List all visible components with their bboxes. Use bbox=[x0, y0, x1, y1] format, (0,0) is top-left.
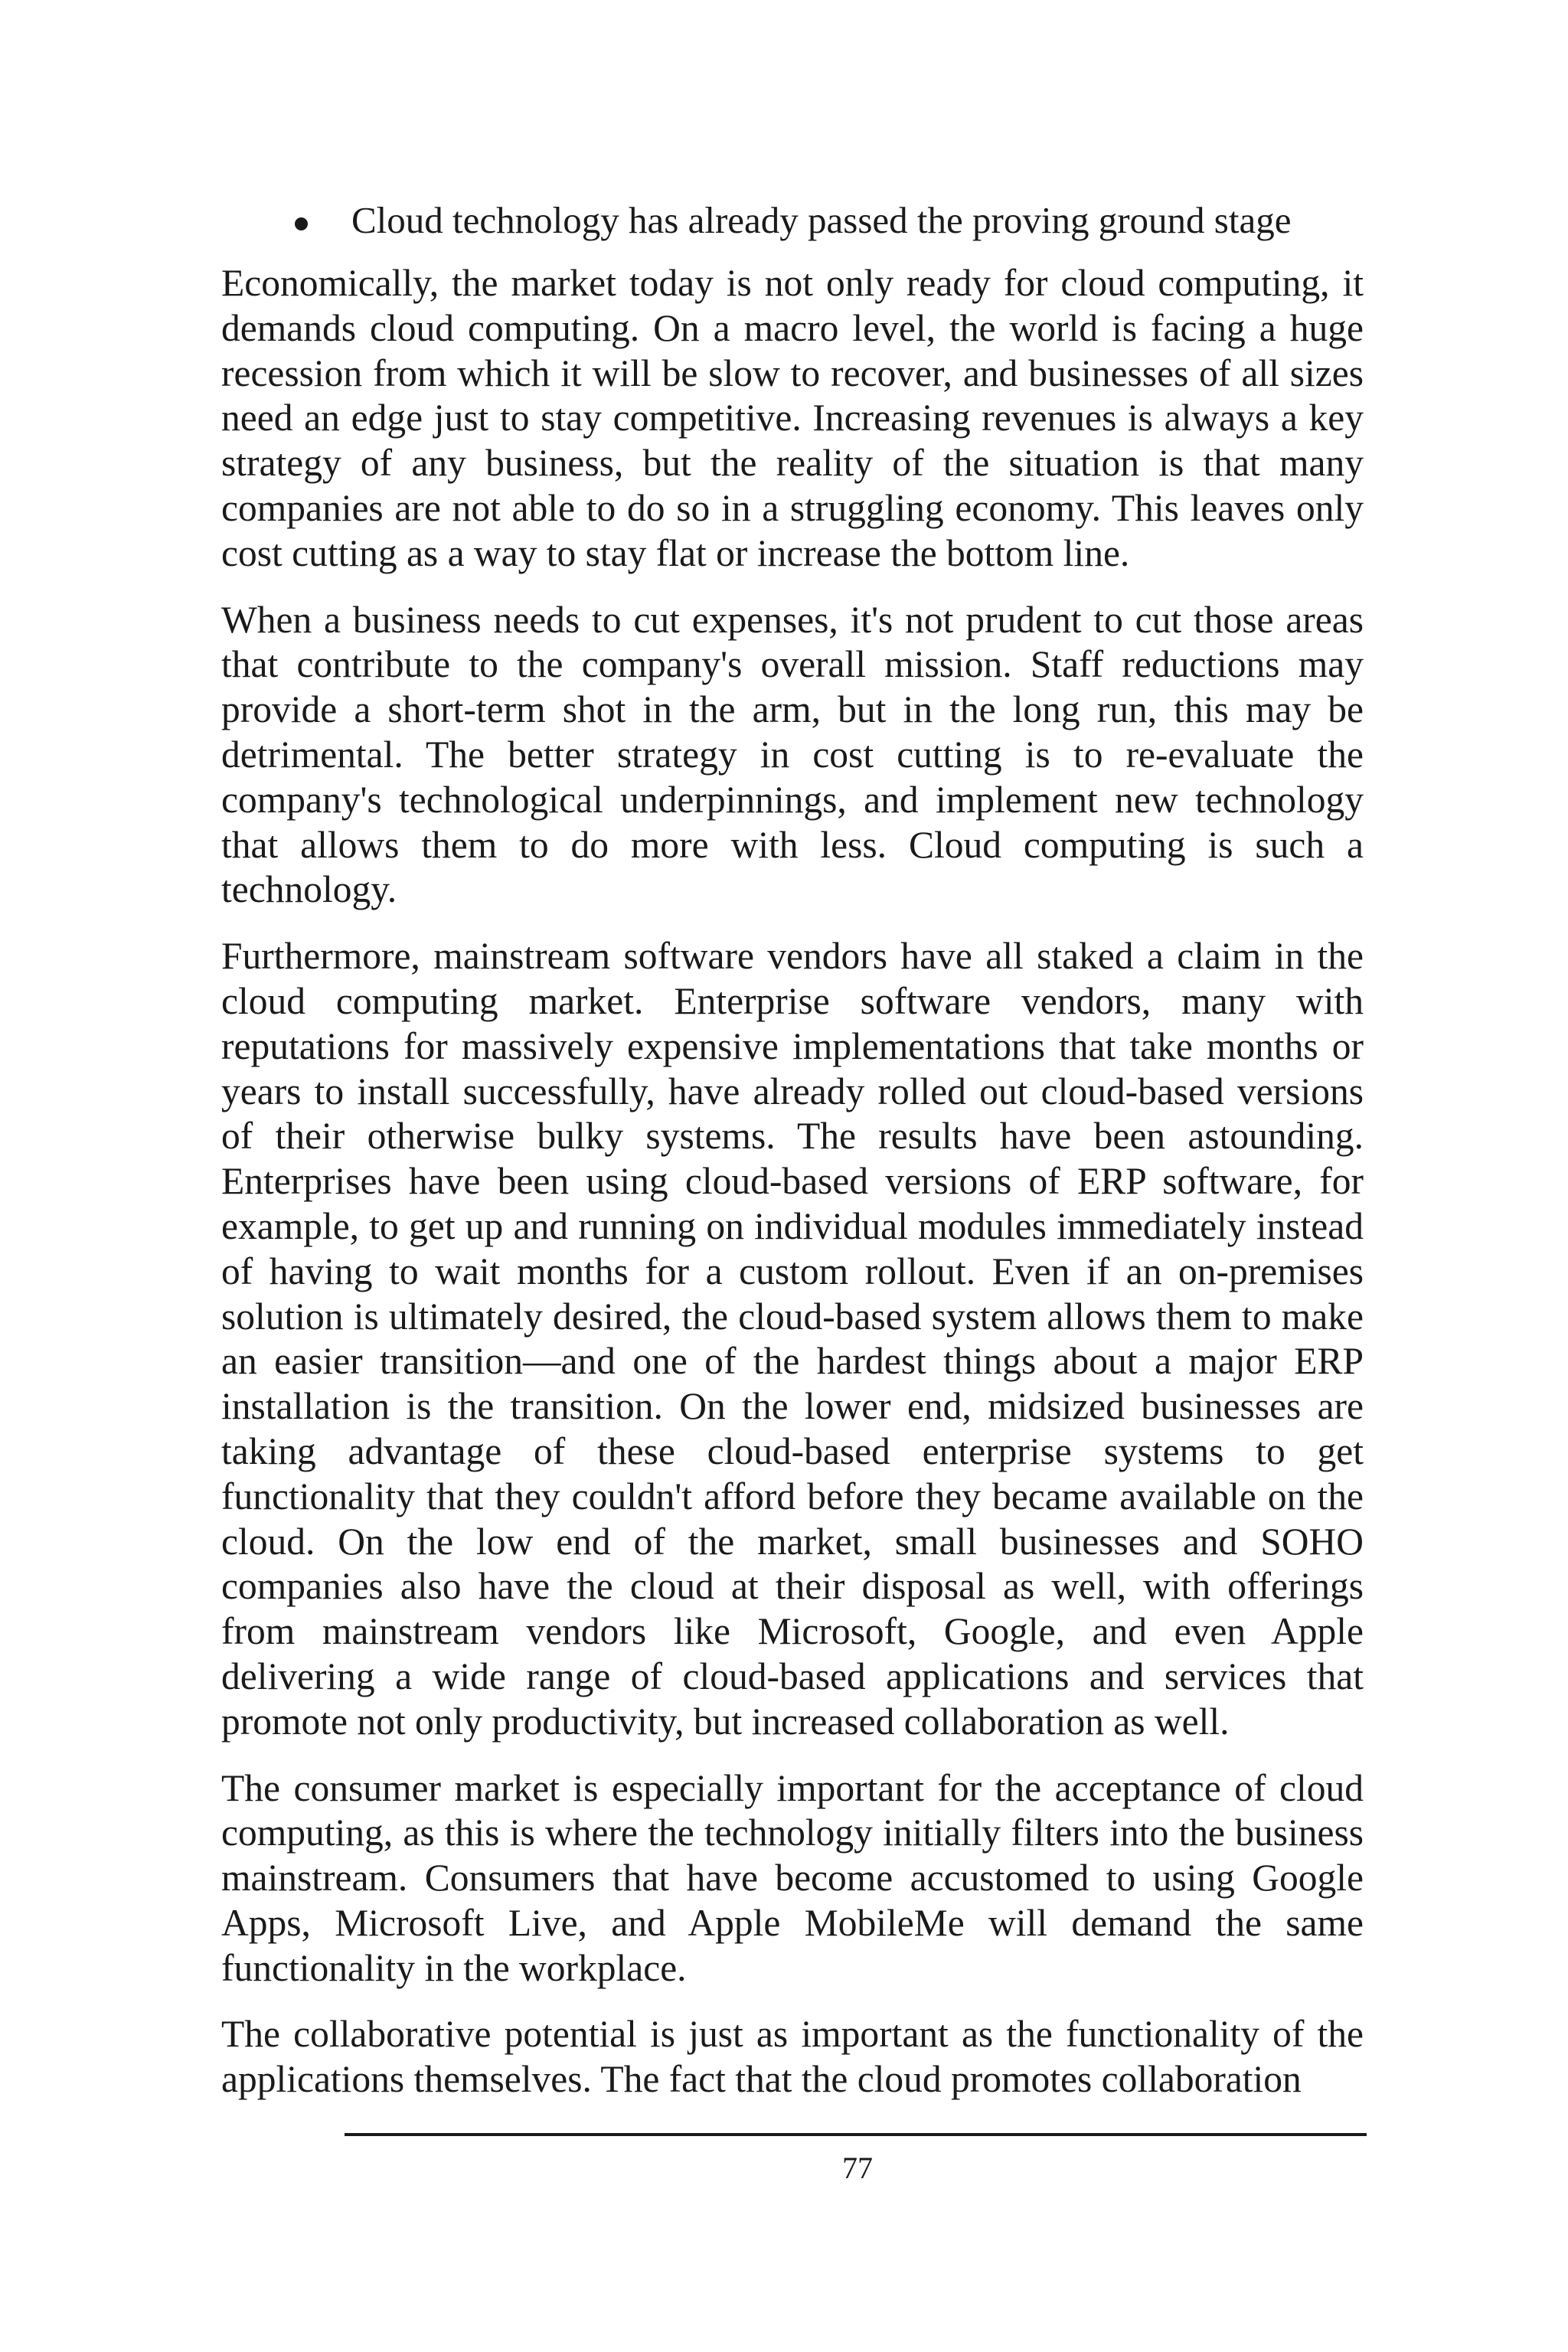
paragraph-vendors: Furthermore, mainstream software vendors have all staked a claim in the cloud computing market. Enterprise software vendors, many with reputations for massively expensive implementations that take months or years to install successfully, have already rolled out cloud-based versions of their otherwise bulky systems. The results have been astounding. Enterprises have been using cloud-based versions of ERP software, for example, to get up and running on individual modules immediately instead of having to wait months for a custom rollout. Even if an on-premises solution is ultimately desired, the cloud-based system allows them to make an easier transition—and one of the hardest things about a major ERP installation is the transition. On the lower end, midsized businesses are taking advantage of these cloud-based enterprise systems to get functionality that they couldn't afford before they became available on the cloud. On the low end of the market, small businesses and SOHO companies also have the cloud at their disposal as well, with offerings from mainstream vendors like Microsoft, Google, and even Apple delivering a wide range of cloud-based applications and services that promote not only productivity, but increased collaboration as well. bbox=[221, 935, 1364, 1743]
page-number: 77 bbox=[842, 2151, 873, 2185]
paragraph-cost-cutting: When a business needs to cut expenses, it's not prudent to cut those areas that contribute to the company's overall mission. Staff reductions may provide a short-term shot in the arm, but in the long run, this may be detrimental. The better strategy in cost cutting is to re-evaluate the company's technological underpinnings, and implement new technology that allows them to do more with less. Cloud computing is such a technology. bbox=[221, 598, 1364, 911]
bullet-text: Cloud technology has already passed the proving ground stage bbox=[351, 199, 1292, 241]
bullet-item bbox=[221, 198, 1364, 243]
paragraph-economic-demand: Economically, the market today is not only ready for cloud computing, it demands cloud computing. On a macro level, the world is facing a huge recession from which it will be slow to recover, and businesses of all sizes need an edge just to stay competitive. Increasing revenues is always a key strategy of any business, but the reality of the situation is that many companies are not able to do so in a struggling economy. This leaves only cost cutting as a way to stay flat or increase the bottom line. bbox=[221, 262, 1364, 574]
footer-rule bbox=[345, 2133, 1367, 2136]
page-body bbox=[221, 198, 1364, 2124]
paragraph-collaboration: The collaborative potential is just as important as the functionality of the applications themselves. The fact that the cloud promotes collaboration bbox=[221, 2013, 1364, 2101]
bullet-point-icon bbox=[295, 217, 308, 230]
paragraph-consumer-market: The consumer market is especially important for the acceptance of cloud computing, as this is where the technology initially filters into the business mainstream. Consumers that have become accustomed to using Google Apps, Microsoft Live, and Apple MobileMe will demand the same functionality in the workplace. bbox=[221, 1766, 1364, 1989]
